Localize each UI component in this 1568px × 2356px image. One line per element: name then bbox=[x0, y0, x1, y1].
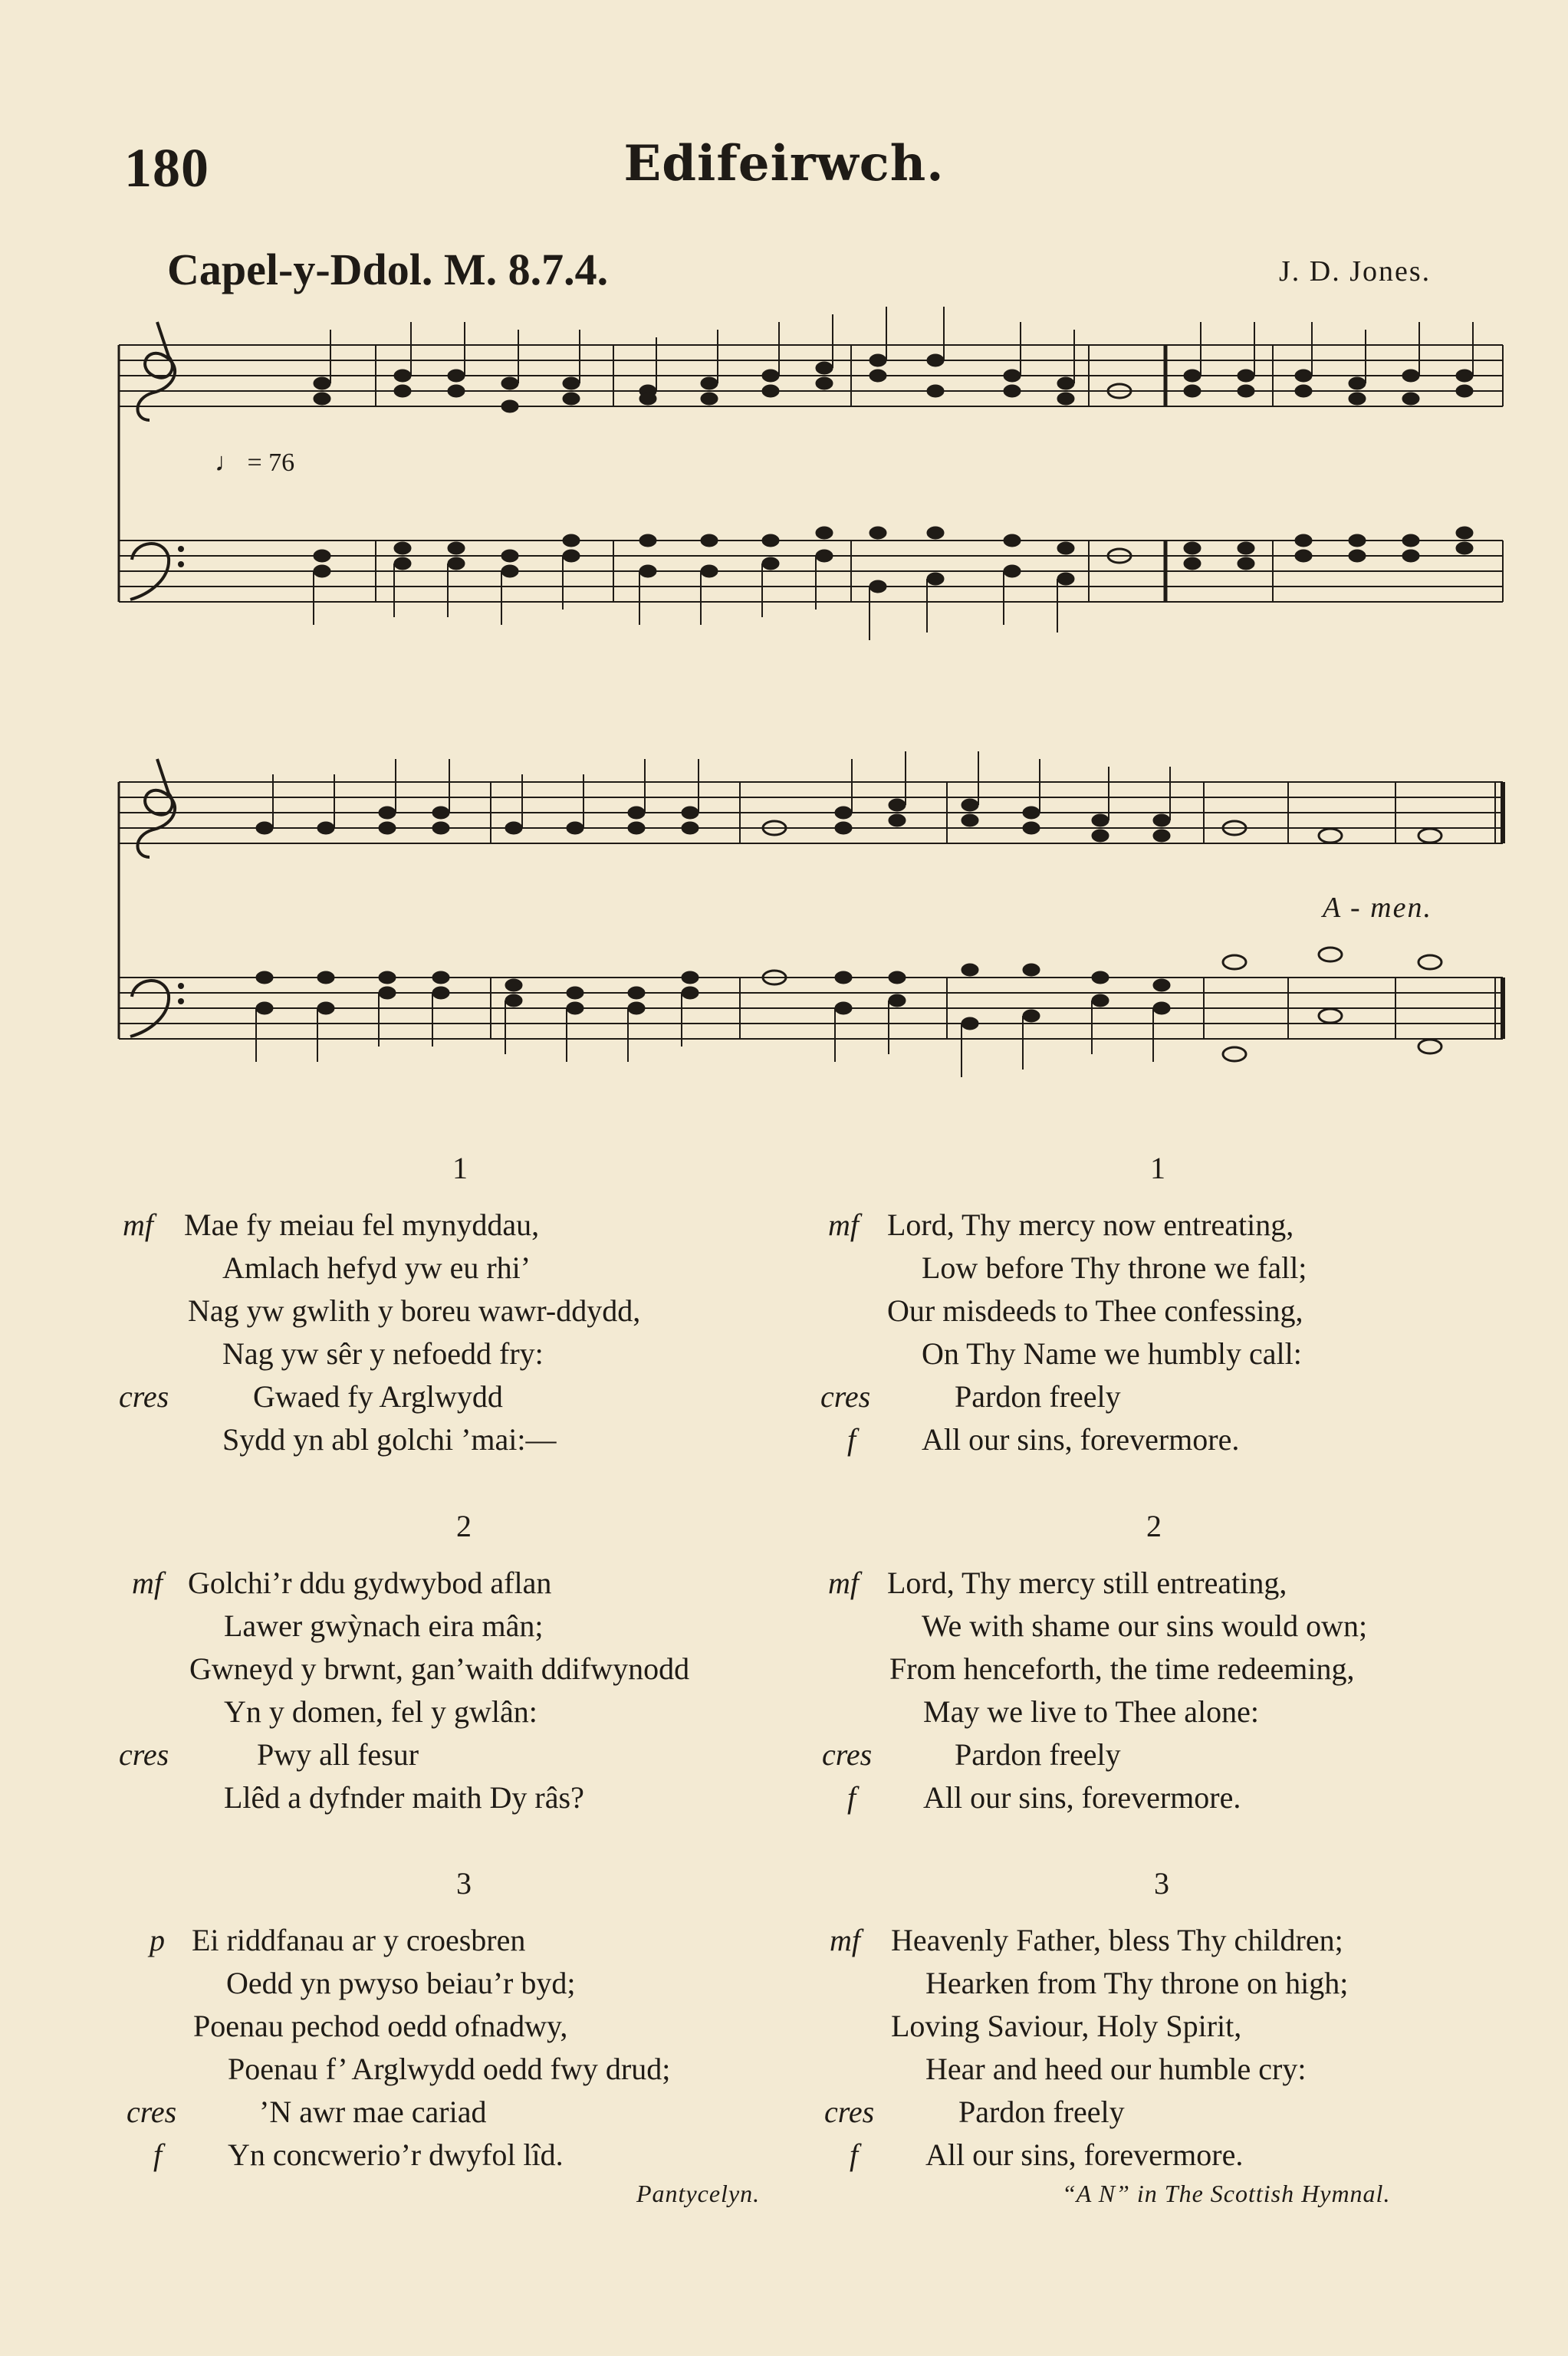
english-verse-line: Low before Thy throne we fall; bbox=[922, 1250, 1307, 1285]
music-score bbox=[0, 0, 1568, 1112]
treble-clef-1 bbox=[137, 322, 175, 420]
dynamic-mark: mf bbox=[132, 1566, 163, 1600]
english-verse-line: Pardon freely bbox=[955, 1379, 1121, 1414]
english-verse-line: Our misdeeds to Thee confessing, bbox=[887, 1293, 1303, 1328]
welsh-attribution: Pantycelyn. bbox=[636, 2180, 761, 2207]
dynamic-mark: cres bbox=[119, 1737, 169, 1772]
dynamic-mark: cres bbox=[820, 1379, 871, 1414]
english-verse-line: Pardon freely bbox=[955, 1737, 1121, 1772]
system-1 bbox=[119, 307, 1503, 640]
welsh-verse-line: Yn concwerio’r dwyfol lîd. bbox=[228, 2137, 564, 2172]
english-verse-line: Hear and heed our humble cry: bbox=[925, 2052, 1307, 2086]
stems-1 bbox=[314, 307, 1473, 640]
welsh-verse-line: Poenau f’ Arglwydd oedd fwy drud; bbox=[228, 2052, 671, 2086]
english-verse-line: All our sins, forevermore. bbox=[925, 2137, 1244, 2172]
welsh-verse-line: Ei riddfanau ar y croesbren bbox=[192, 1923, 526, 1957]
english-verse-line: Heavenly Father, bless Thy children; bbox=[891, 1923, 1343, 1957]
treble-clef-2 bbox=[137, 759, 175, 857]
welsh-verse-line: Poenau pechod oedd ofnadwy, bbox=[193, 2009, 568, 2043]
dynamic-mark: cres bbox=[822, 1737, 873, 1772]
english-verse-line: We with shame our sins would own; bbox=[922, 1608, 1368, 1643]
system-2 bbox=[119, 751, 1503, 1077]
dynamic-mark: cres bbox=[127, 2095, 177, 2129]
welsh-verse-line: Oedd yn pwyso beiau’r byd; bbox=[226, 1966, 576, 2000]
dynamic-mark: f bbox=[847, 1422, 856, 1457]
welsh-verse-line: ’N awr mae cariad bbox=[259, 2095, 487, 2129]
welsh-verse-line: Nag yw sêr y nefoedd fry: bbox=[222, 1336, 544, 1371]
welsh-verse-number: 3 bbox=[456, 1866, 472, 1901]
dynamic-mark: mf bbox=[828, 1208, 859, 1242]
welsh-verse-number: 1 bbox=[452, 1151, 468, 1185]
welsh-verse-line: Nag yw gwlith y boreu wawr-ddydd, bbox=[188, 1293, 641, 1328]
tempo-value: = 76 bbox=[247, 449, 295, 477]
barlines-1 bbox=[376, 345, 1503, 602]
composer: J. D. Jones. bbox=[1279, 255, 1432, 288]
welsh-verse-line: Sydd yn abl golchi ’mai:— bbox=[222, 1422, 557, 1457]
english-verse-line: From henceforth, the time redeeming, bbox=[889, 1651, 1355, 1686]
dynamic-mark: p bbox=[150, 1923, 165, 1957]
dynamic-mark: cres bbox=[119, 1379, 169, 1414]
english-verse-line: Lord, Thy mercy now entreating, bbox=[887, 1208, 1294, 1242]
english-verse-number: 1 bbox=[1150, 1151, 1165, 1185]
english-verse-line: On Thy Name we humbly call: bbox=[922, 1336, 1302, 1371]
stems-2 bbox=[256, 751, 1170, 1077]
welsh-verse-line: Gwaed fy Arglwydd bbox=[253, 1379, 503, 1414]
notes-2 bbox=[256, 799, 1441, 1061]
page-number: 180 bbox=[124, 137, 209, 199]
english-verse-line: Hearken from Thy throne on high; bbox=[925, 1966, 1349, 2000]
english-attribution: “A N” in The Scottish Hymnal. bbox=[1062, 2180, 1391, 2207]
dynamic-mark: mf bbox=[828, 1566, 859, 1600]
amen-lyric: A - men. bbox=[1323, 892, 1432, 924]
welsh-verse-line: Lawer gwỳnach eira mân; bbox=[224, 1608, 544, 1643]
welsh-verse-number: 2 bbox=[456, 1509, 472, 1543]
welsh-verse-line: Pwy all fesur bbox=[257, 1737, 419, 1772]
welsh-verse-line: Golchi’r ddu gydwybod aflan bbox=[188, 1566, 552, 1600]
dynamic-mark: mf bbox=[123, 1208, 153, 1242]
tune-title: Capel-y-Ddol. M. 8.7.4. bbox=[167, 245, 609, 294]
welsh-verse-line: Llêd a dyfnder maith Dy râs? bbox=[224, 1780, 584, 1815]
welsh-verse-line: Gwneyd y brwnt, gan’waith ddifwynodd bbox=[189, 1651, 690, 1686]
welsh-verse-line: Yn y domen, fel y gwlân: bbox=[224, 1694, 537, 1729]
english-verse-line: Loving Saviour, Holy Spirit, bbox=[891, 2009, 1242, 2043]
dynamic-mark: f bbox=[153, 2137, 163, 2172]
dynamic-mark: cres bbox=[824, 2095, 875, 2129]
english-verse-number: 2 bbox=[1146, 1509, 1162, 1543]
english-verse-line: Lord, Thy mercy still entreating, bbox=[887, 1566, 1287, 1600]
notes-1 bbox=[314, 354, 1473, 593]
dynamic-mark: f bbox=[847, 1780, 856, 1815]
tempo-marking: ♩ = 76 bbox=[215, 449, 295, 477]
dynamic-mark: f bbox=[850, 2137, 859, 2172]
welsh-verse-line: Mae fy meiau fel mynyddau, bbox=[184, 1208, 540, 1242]
english-verse-line: All our sins, forevermore. bbox=[923, 1780, 1241, 1815]
english-verse-line: All our sins, forevermore. bbox=[922, 1422, 1240, 1457]
english-verse-line: Pardon freely bbox=[958, 2095, 1125, 2129]
english-verse-number: 3 bbox=[1154, 1866, 1169, 1901]
english-verse-line: May we live to Thee alone: bbox=[923, 1694, 1260, 1729]
section-title: Edifeirwch. bbox=[623, 135, 945, 192]
dynamic-mark: mf bbox=[830, 1923, 860, 1957]
welsh-verse-line: Amlach hefyd yw eu rhi’ bbox=[222, 1250, 531, 1285]
